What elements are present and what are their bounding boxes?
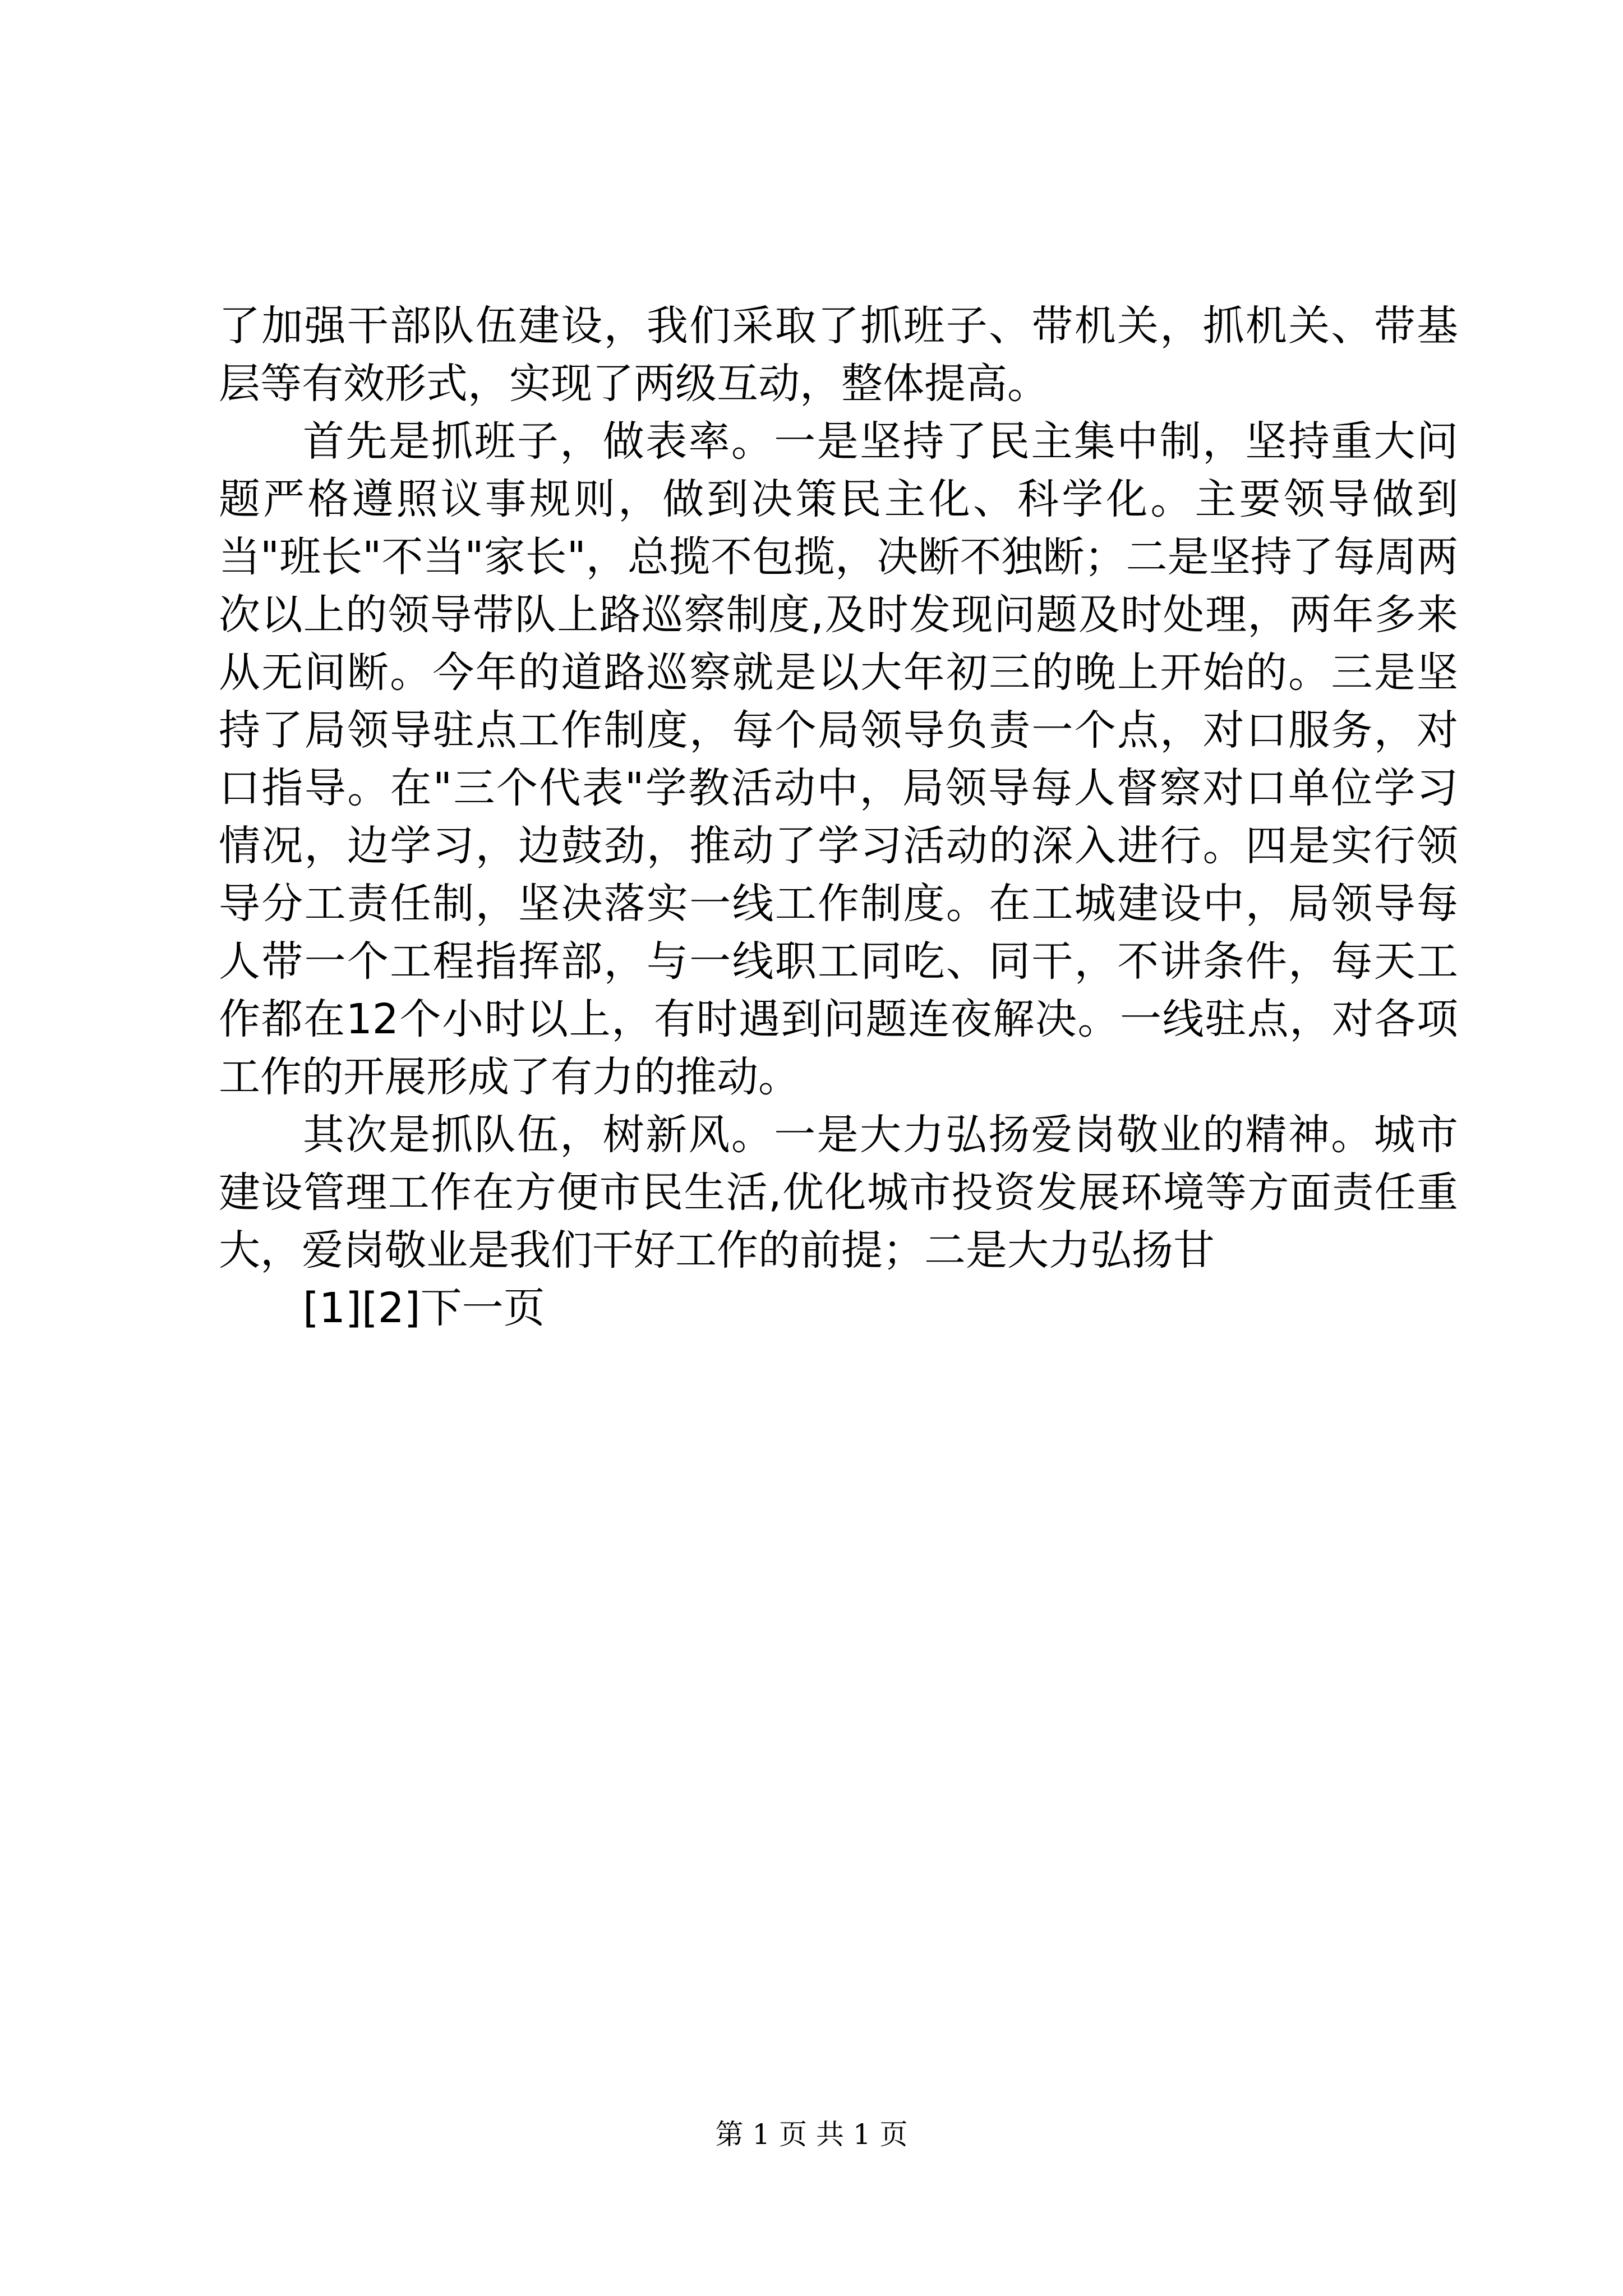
pagination-links (219, 1280, 1458, 1337)
document-body (219, 297, 1458, 1337)
paragraph-leadership: 首先是抓班子，做表率。一是坚持了民主集中制，坚持重大问题严格遵照议事规则，做到决策民主化、科学化。主要领导做到当"班长"不当"家长"，总揽不包揽，决断不独断；二是坚持了每周两次以上的领导带队上路巡察制度,及时发现问题及时处理，两年多来从无间断。今年的道路巡察就是以大年初三的晚上开始的。三是坚持了局领导驻点工作制度，每个局领导负责一个点，对口服务，对口指导。在"三个代表"学教活动中，局领导每人督察对口单位学习情况，边学习，边鼓劲，推动了学习活动的深入进行。四是实行领导分工责任制，坚决落实一线工作制度。在工城建设中，局领导每人带一个工程指挥部，与一线职工同吃、同干，不讲条件，每天工作都在12个小时以上，有时遇到问题连夜解决。一线驻点，对各项工作的开展形成了有力的推动。 (219, 417, 1458, 1101)
page-link-2[interactable]: [2] (361, 1284, 421, 1332)
paragraph-team: 其次是抓队伍，树新风。一是大力弘扬爱岗敬业的精神。城市建设管理工作在方便市民生活,优化城市投资发展环境等方面责任重大，爱岗敬业是我们干好工作的前提；二是大力弘扬甘 (219, 1111, 1458, 1274)
paragraph-intro: 了加强干部队伍建设，我们采取了抓班子、带机关，抓机关、带基层等有效形式，实现了两级互动，整体提高。 (219, 302, 1458, 408)
page-footer: 第 1 页 共 1 页 (715, 2118, 908, 2151)
next-page-link[interactable]: 下一页 (420, 1284, 545, 1332)
page-link-1[interactable]: [1] (303, 1284, 362, 1332)
